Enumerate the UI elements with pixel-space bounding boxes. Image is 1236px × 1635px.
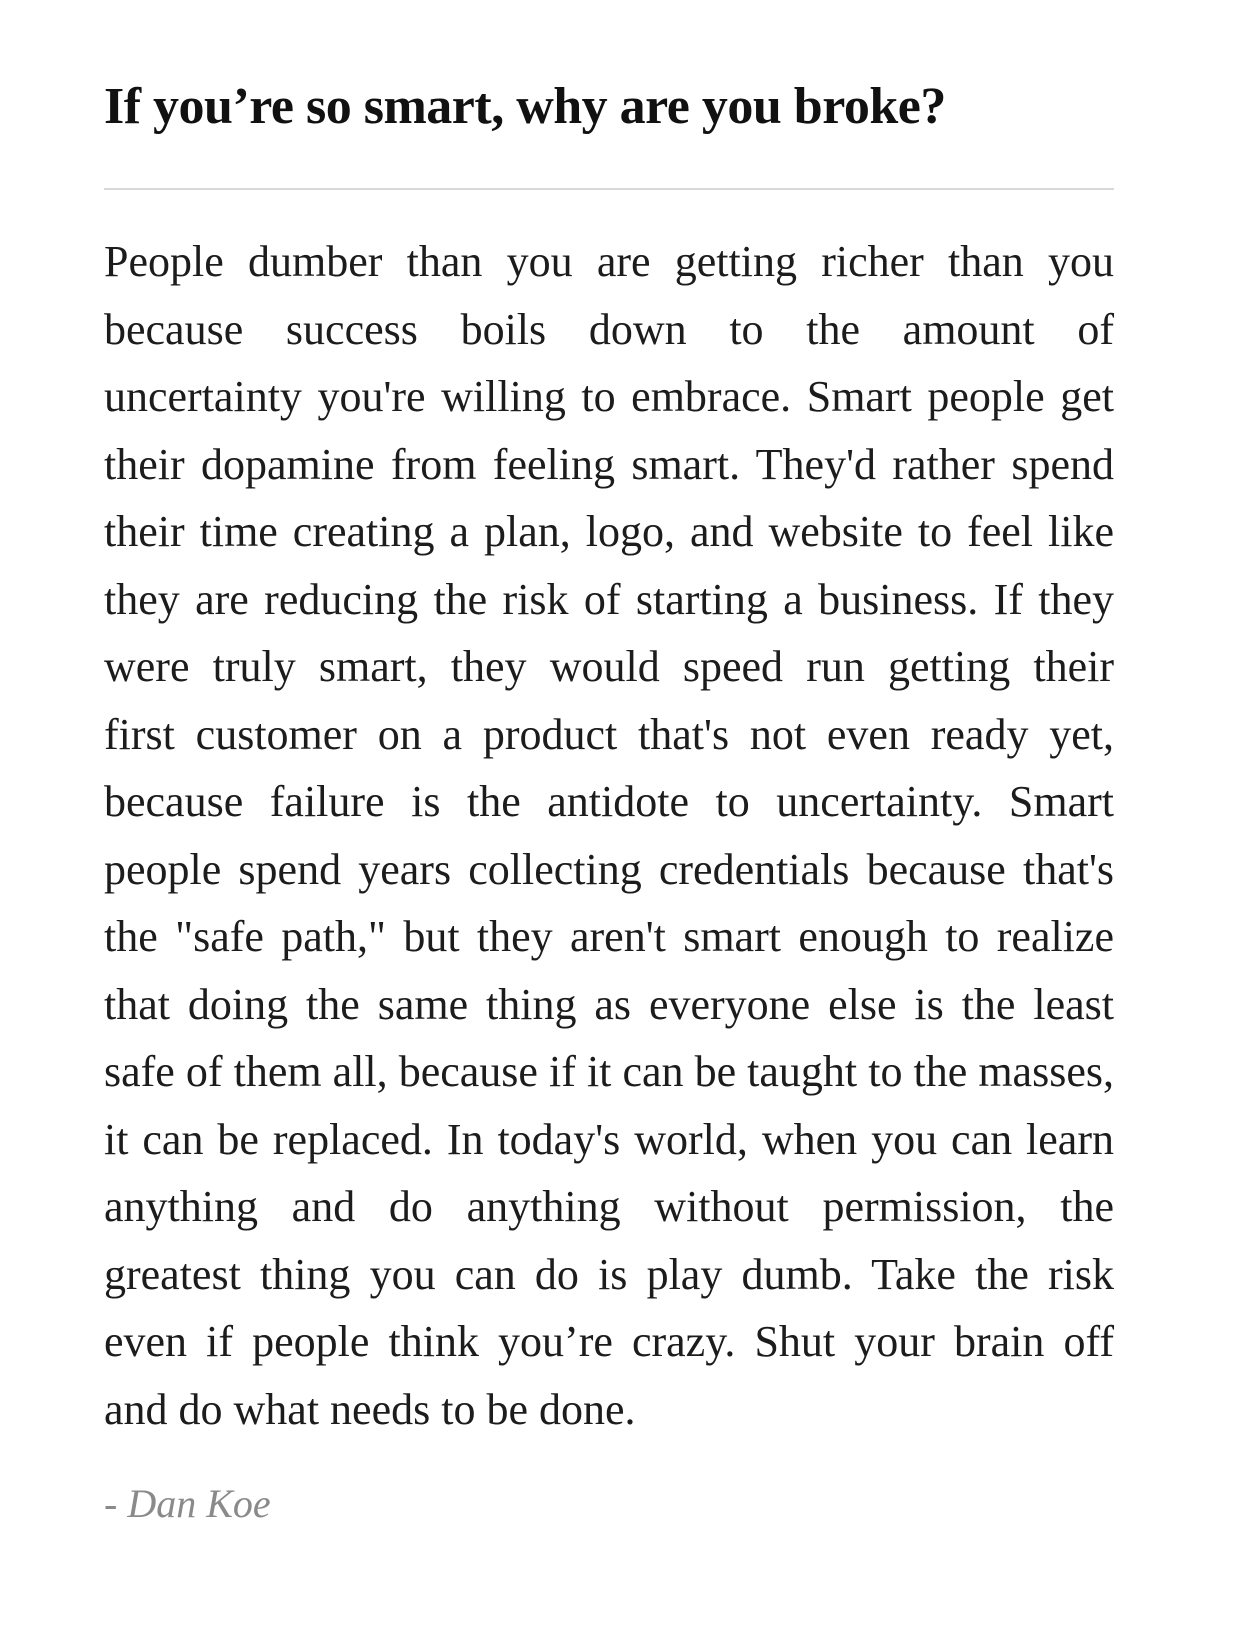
body-line: even if people think you’re crazy. Shut your brain off <box>104 1317 1114 1366</box>
author-attribution: - Dan Koe <box>104 1481 271 1526</box>
page-title: If you’re so smart, why are you broke? <box>104 78 946 135</box>
body-line: anything and do anything without permission, the <box>104 1182 1114 1231</box>
body-line: people spend years collecting credentials because that's <box>104 844 1114 894</box>
body-line: first customer on a product that's not even ready yet, <box>104 709 1114 759</box>
body-line: that doing the same thing as everyone else is the least <box>104 979 1114 1029</box>
body-line: and do what needs to be done. <box>104 1384 636 1434</box>
body-line: the "safe path," but they aren't smart enough to realize <box>104 912 1114 961</box>
divider <box>104 188 1114 190</box>
body-line: they are reducing the risk of starting a business. If they <box>104 574 1114 624</box>
body-line: were truly smart, they would speed run getting their <box>104 642 1114 691</box>
body-line: safe of them all, because if it can be taught to the masses, <box>104 1047 1114 1096</box>
body-line: their dopamine from feeling smart. They'd rather spend <box>104 439 1114 489</box>
body-line: because success boils down to the amount of <box>104 304 1114 354</box>
body-line: their time creating a plan, logo, and website to feel like <box>104 507 1114 556</box>
body-line: greatest thing you can do is play dumb. Take the risk <box>104 1249 1114 1299</box>
body-line: People dumber than you are getting richer than you <box>104 237 1114 286</box>
body-line: it can be replaced. In today's world, when you can learn <box>104 1114 1114 1164</box>
body-paragraph <box>104 228 1114 1443</box>
body-line: uncertainty you're willing to embrace. Smart people get <box>104 372 1114 421</box>
body-line: because failure is the antidote to uncertainty. Smart <box>104 777 1114 826</box>
